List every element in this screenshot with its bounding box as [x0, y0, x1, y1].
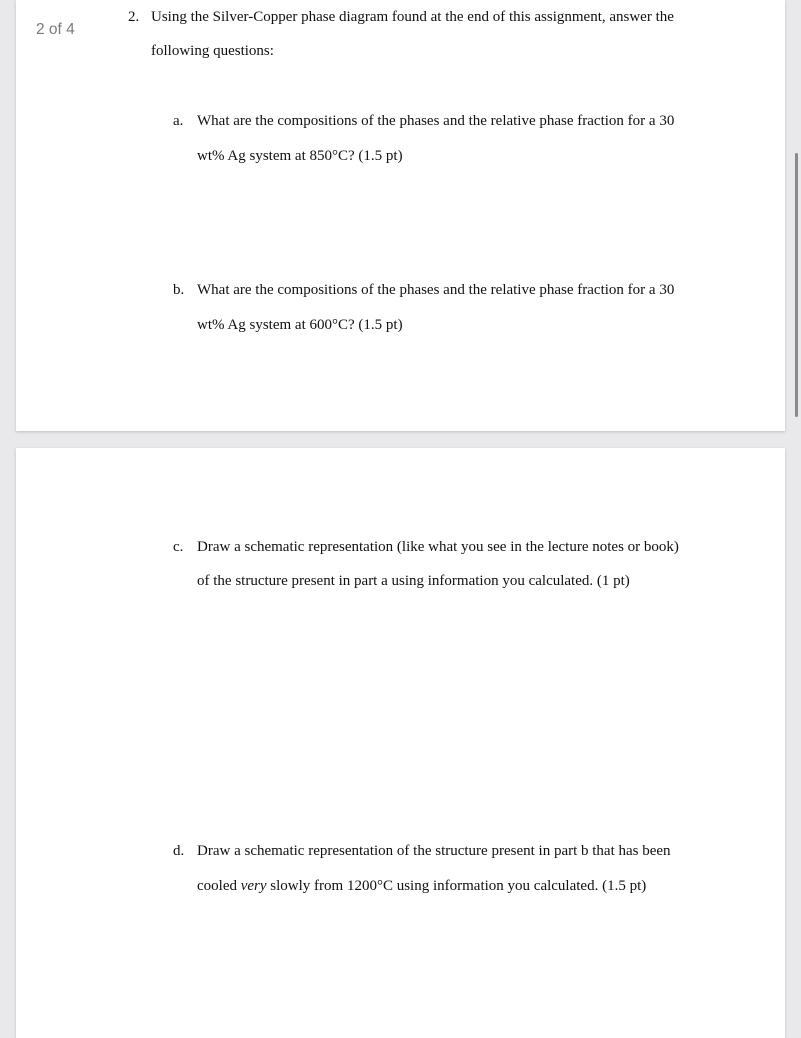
part-d-line-2-end: slowly from 1200°C using information you calculated. (1.5 pt): [266, 878, 647, 894]
document-page-3: [16, 448, 785, 1038]
part-b-line-1: What are the compositions of the phases and the relative phase fraction for a 30: [197, 282, 675, 298]
part-d-marker: d.: [173, 843, 185, 859]
part-d-line-2-start: cooled: [197, 878, 241, 894]
part-c-line-2: of the structure present in part a using information you calculated. (1 pt): [197, 573, 630, 589]
part-c-line-1: Draw a schematic representation (like what you see in the lecture notes or book): [197, 539, 679, 555]
page-indicator: 2 of 4: [36, 21, 75, 38]
part-d-line-1: Draw a schematic representation of the structure present in part b that has been: [197, 843, 671, 859]
document-page-2: [16, 0, 785, 431]
part-d-line-2: [197, 877, 646, 895]
vertical-scrollbar[interactable]: [795, 153, 798, 417]
part-a-line-2: wt% Ag system at 850°C? (1.5 pt): [197, 148, 403, 164]
part-a-marker: a.: [173, 113, 184, 129]
part-a-line-1: What are the compositions of the phases and the relative phase fraction for a 30: [197, 113, 675, 129]
part-b-line-2: wt% Ag system at 600°C? (1.5 pt): [197, 317, 403, 333]
question-intro-line-1: Using the Silver-Copper phase diagram found at the end of this assignment, answer the: [151, 9, 674, 25]
part-c-marker: c.: [173, 539, 184, 555]
part-d-emphasis: very: [240, 878, 267, 894]
part-b-marker: b.: [173, 282, 185, 298]
question-intro-line-2: following questions:: [151, 43, 274, 59]
question-number: 2.: [128, 9, 140, 25]
